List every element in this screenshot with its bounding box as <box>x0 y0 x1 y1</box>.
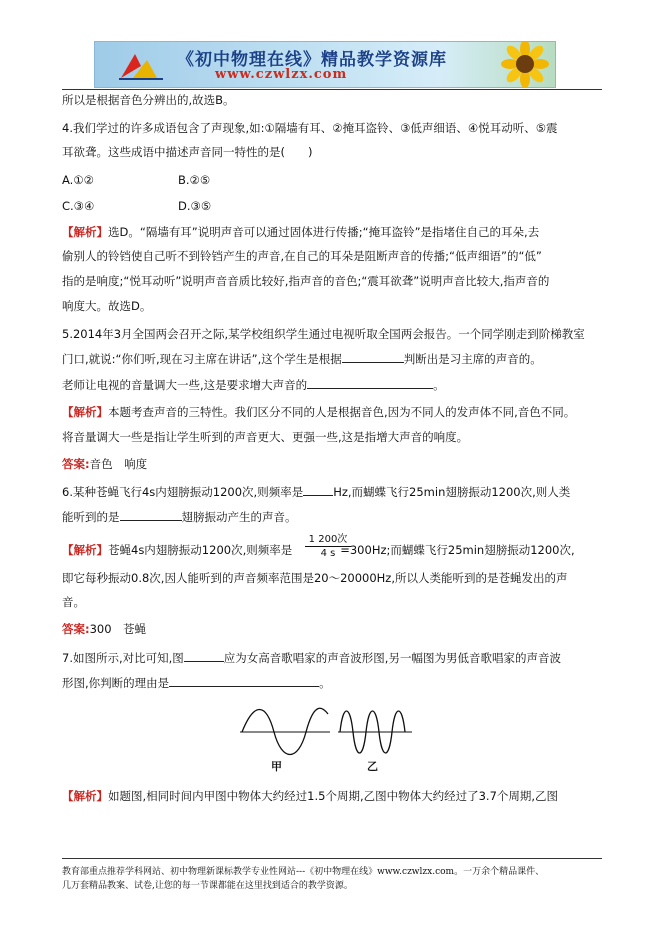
analysis-6-line-3: 音。 <box>62 595 85 609</box>
answer-blank[interactable] <box>342 351 404 363</box>
analysis-text: 选D。“隔墙有耳”说明声音可以通过固体进行传播;“掩耳盗铃”是指堵住自己的耳朵,去 <box>108 225 540 239</box>
answer-blank[interactable] <box>303 484 333 496</box>
q7-text-pre: 7.如图所示,对比可知,图 <box>62 651 184 665</box>
question-5-stem: 5.2014年3月全国两会召开之际,某学校组织学生通过电视听取全国两会报告。一个同学刚走到阶梯教室 <box>62 327 585 341</box>
question-7-stem <box>62 650 561 666</box>
q5-text-post-2: 。 <box>433 378 445 392</box>
question-4-stem-cont: 耳欲聋。这些成语中描述声音同一特性的是( ) <box>62 145 313 159</box>
q7-text-post: 应为女高音歌唱家的声音波形图,另一幅图为男低音歌唱家的声音波 <box>223 651 561 665</box>
footer-line-2: 几万套精品教案、试卷,让您的每一节课都能在这里找到适合的教学资源。 <box>62 881 353 891</box>
analysis-5-line-2: 将音量调大一些是指让学生听到的声音更大、更强一些,这是指增大声音的响度。 <box>62 430 469 444</box>
banner-url[interactable]: www.czwlzx.com <box>215 67 348 82</box>
q5-text-pre: 门口,就说:“你们听,现在习主席在讲话”,这个学生是根据 <box>62 352 342 366</box>
answer-blank[interactable] <box>307 377 433 389</box>
analysis-4-line-4: 响度大。故选D。 <box>62 299 152 313</box>
wave-left <box>242 708 328 754</box>
analysis-4-line-2: 偷别人的铃铛使自己听不到铃铛产生的声音,在自己的耳朵是阻断声音的传播;“低声细语”的“低” <box>62 249 542 263</box>
answer-label: 答案: <box>62 622 90 636</box>
option-b: B.②⑤ <box>178 173 211 187</box>
question-7-stem-cont <box>62 675 331 691</box>
analysis-5-line-1 <box>62 404 575 420</box>
analysis-text: 苍蝇4s内翅膀振动1200次,则频率是 <box>108 543 293 557</box>
analysis-text: 本题考查声音的三特性。我们区分不同的人是根据音色,因为不同人的发声体不同,音色不同。 <box>108 405 576 419</box>
answer-6 <box>62 621 146 637</box>
analysis-label: 【解析】 <box>62 225 108 239</box>
waveform-figure <box>236 700 416 775</box>
question-6-stem-cont <box>62 509 297 525</box>
q6-text-post-2: 翅膀振动产生的声音。 <box>181 510 297 524</box>
header-banner <box>94 41 556 88</box>
wave-left-label: 甲 <box>271 760 282 773</box>
analysis-4-line-1 <box>62 224 539 240</box>
logo-icon <box>117 50 165 82</box>
answer-text: 300 苍蝇 <box>89 622 147 636</box>
question-4-stem: 4.我们学过的许多成语包含了声现象,如:①隔墙有耳、②掩耳盗铃、③低声细语、④悦耳动听、⑤震 <box>62 121 558 135</box>
analysis-label: 【解析】 <box>62 543 108 557</box>
fraction-denominator: 4 s <box>320 548 336 559</box>
answer-blank[interactable] <box>184 650 224 662</box>
q6-text-pre: 6.某种苍蝇飞行4s内翅膀振动1200次,则频率是 <box>62 485 304 499</box>
question-5-stem-cont-2 <box>62 377 445 393</box>
answer-text: 音色 响度 <box>89 457 148 471</box>
answer-label: 答案: <box>62 457 90 471</box>
q6-text-post: Hz,而蝴蝶飞行25min翅膀振动1200次,则人类 <box>333 485 571 499</box>
banner-title: 《初中物理在线》精品教学资源库 <box>177 50 447 70</box>
answer-blank[interactable] <box>120 509 182 521</box>
analysis-text-cont: =300Hz;而蝴蝶飞行25min翅膀振动1200次, <box>340 543 575 557</box>
q7-text-post-2: 。 <box>319 676 331 690</box>
analysis-7-line-1 <box>62 788 558 804</box>
analysis-label: 【解析】 <box>62 789 108 803</box>
answer-5 <box>62 456 147 472</box>
header-divider <box>62 89 602 90</box>
wave-right-label: 乙 <box>367 760 378 773</box>
q6-text-pre-2: 能听到的是 <box>62 510 120 524</box>
sunflower-icon <box>491 42 555 87</box>
q5-text-post: 判断出是习主席的声音的。 <box>403 352 542 366</box>
option-c: C.③④ <box>62 199 95 213</box>
question-5-stem-cont <box>62 351 542 367</box>
q7-text-pre-2: 形图,你判断的理由是 <box>62 676 170 690</box>
analysis-4-line-3: 指的是响度;“悦耳动听”说明声音音质比较好,指声音的音色;“震耳欲聋”说明声音比较大,指声音的 <box>62 274 550 288</box>
footer-divider <box>62 858 602 859</box>
footer-line-1: 教育部重点推荐学科网站、初中物理新课标教学专业性网站---《初中物理在线》www.czwlzx.com。一万余个精品课件、 <box>62 867 545 877</box>
question-6-stem <box>62 484 570 500</box>
option-d: D.③⑤ <box>178 199 212 213</box>
answer-blank[interactable] <box>169 675 319 687</box>
analysis-text: 如题图,相同时间内甲图中物体大约经过1.5个周期,乙图中物体大约经过了3.7个周期,乙图 <box>108 789 559 803</box>
fraction <box>305 533 351 560</box>
q5-text-pre-2: 老师让电视的音量调大一些,这是要求增大声音的 <box>62 378 308 392</box>
fraction-numerator: 1 200次 <box>305 533 351 547</box>
text-line: 所以是根据音色分辨出的,故选B。 <box>62 93 235 107</box>
option-a: A.①② <box>62 173 94 187</box>
analysis-6-line-2: 即它每秒振动0.8次,因人能听到的声音频率范围是20～20000Hz,所以人类能听到的是苍蝇发出的声 <box>62 571 568 585</box>
analysis-label: 【解析】 <box>62 405 108 419</box>
